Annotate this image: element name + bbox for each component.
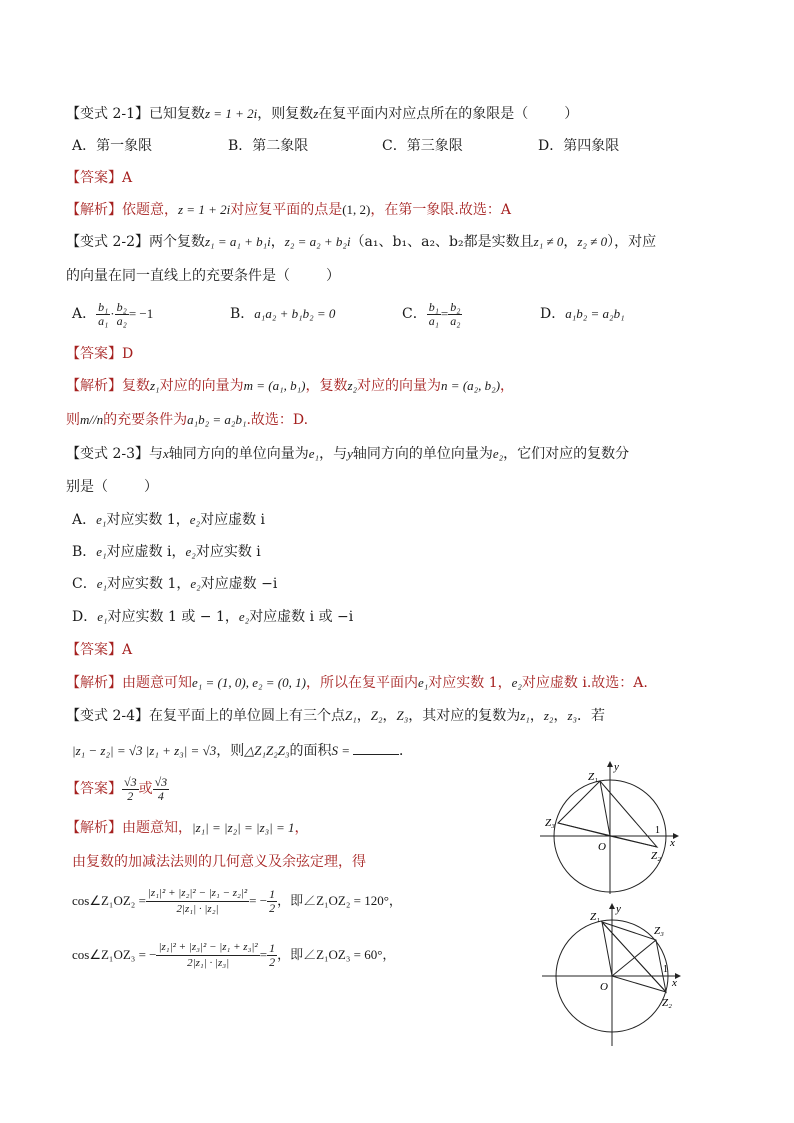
q4-stem: 【变式 2-4】在复平面上的单位圆上有三个点Z₁，Z₂，Z₃，其对应的复数为z₁，z₂，z₃．若 bbox=[66, 708, 606, 724]
q3-analysis: 【解析】由题意可知e₁ = (1, 0), e₂ = (0, 1)，所以在复平面内e₁对应实数 1，e₂对应虚数 i.故选：A. bbox=[66, 675, 648, 691]
one-label: 1 bbox=[663, 964, 668, 975]
z2-label: Z₂ bbox=[651, 850, 661, 862]
q2-analysis: 【解析】复数z₁对应的向量为m = (a₁, b₁)，复数z₂对应的向量为n = (a₂, b₂)， bbox=[66, 378, 515, 394]
q2-answer: 【答案】D bbox=[66, 346, 134, 362]
z3-label: Z₃ bbox=[654, 925, 664, 937]
unit-circle-figure-1 bbox=[536, 758, 686, 898]
q4-tag: 【变式 2-4】 bbox=[66, 708, 149, 724]
q3-option-b[interactable]: B．e₁对应虚数 i，e₂对应实数 i bbox=[72, 544, 261, 560]
q1-option-b[interactable]: B．第二象限 bbox=[228, 138, 309, 154]
q4-analysis: 【解析】由题意知，|z₁| = |z₂| = |z₃| = 1， bbox=[66, 820, 309, 836]
z1-label: Z₁ bbox=[590, 911, 600, 923]
origin-label: O bbox=[600, 981, 608, 993]
q1-tag: 【变式 2-1】 bbox=[66, 106, 149, 122]
segment-oz2 bbox=[612, 976, 666, 992]
answer-blank[interactable] bbox=[353, 740, 399, 755]
q2-option-d[interactable]: D．a₁b₂ = a₂b₁ bbox=[540, 306, 625, 322]
q4-stem-line2: |z₁ − z₂| = √3 |z₁ + z₃| = √3，则△Z₁Z₂Z₃的面积S = ． bbox=[72, 740, 413, 761]
z2-label: Z₂ bbox=[662, 997, 672, 1009]
q4-cos-eq2: cos∠Z₁OZ₃ = − $\frac{\text{|z₁|² + |z₃|² − |z₁ + z₃|²}}{\text{2|z₁| · |z₃|}}$ = $\frac{1}{2}$ ，即∠Z₁OZ₃ = 60°， bbox=[72, 940, 396, 969]
q3-option-a[interactable]: A．e₁对应实数 1，e₂对应虚数 i bbox=[72, 512, 266, 528]
q1-option-d[interactable]: D．第四象限 bbox=[538, 138, 620, 154]
q4-cos-eq1: cos∠Z₁OZ₂ = $\frac{\text{|z₁|² + |z₂|² − |z₁ − z₂|²}}{\text{2|z₁| · |z₂|}}$ = − $\frac{1}{2}$ ，即∠Z₁OZ₂ = 120°， bbox=[72, 886, 402, 915]
segment-oz1 bbox=[600, 781, 610, 836]
q1-stem: 【变式 2-1】已知复数z = 1 + 2i，则复数z在复平面内对应点所在的象限是（ ） bbox=[66, 106, 579, 122]
q2-analysis-line2: 则m//n的充要条件为a₁b₂ = a₂b₁.故选：D. bbox=[66, 412, 309, 428]
q3-option-c[interactable]: C．e₁对应实数 1，e₂对应虚数 −i bbox=[72, 576, 278, 592]
q2-stem-line2: 的向量在同一直线上的充要条件是（ ） bbox=[66, 268, 340, 284]
q3-option-d[interactable]: D．e₁对应实数 1 或 − 1，e₂对应虚数 i 或 −i bbox=[72, 609, 354, 625]
q3-tag: 【变式 2-3】 bbox=[66, 446, 149, 462]
z1-label: Z₁ bbox=[588, 771, 598, 783]
q2-option-a[interactable]: A． $\frac{\text{b₁}}{\text{a₁}}$ · $\frac{\text{b₂}}{\text{a₂}}$ = −1 bbox=[72, 299, 154, 328]
q3-answer: 【答案】A bbox=[66, 642, 133, 658]
q2-option-b[interactable]: B．a₁a₂ + b₁b₂ = 0 bbox=[230, 306, 336, 322]
z3-label: Z₃ bbox=[545, 817, 555, 829]
x-label: x bbox=[670, 837, 675, 849]
q3-stem-line2: 别是（ ） bbox=[66, 479, 158, 495]
triangle-z1z2z3 bbox=[558, 781, 657, 847]
y-label: y bbox=[614, 761, 619, 773]
segment-oz1 bbox=[602, 922, 612, 976]
origin-label: O bbox=[598, 841, 606, 853]
x-label: x bbox=[672, 977, 677, 989]
q2-tag: 【变式 2-2】 bbox=[66, 234, 149, 250]
one-label: 1 bbox=[655, 825, 660, 836]
segment-oz2 bbox=[610, 836, 657, 847]
q4-analysis-line2: 由复数的加减法法则的几何意义及余弦定理，得 bbox=[72, 854, 366, 870]
q1-analysis: 【解析】依题意，z = 1 + 2i对应复平面的点是(1, 2)，在第一象限.故选：A bbox=[66, 202, 511, 218]
segment-oz3 bbox=[558, 823, 610, 836]
segment-oz3 bbox=[612, 940, 656, 976]
q1-option-a[interactable]: A．第一象限 bbox=[72, 138, 153, 154]
q3-stem: 【变式 2-3】与x轴同方向的单位向量为e₁，与y轴同方向的单位向量为e₂，它们对应的复数分 bbox=[66, 446, 630, 462]
q2-stem: 【变式 2-2】两个复数z₁ = a₁ + b₁i，z₂ = a₂ + b₂i（a₁、b₁、a₂、b₂都是实数且z₁ ≠ 0，z₂ ≠ 0），对应 bbox=[66, 234, 657, 250]
q2-option-c[interactable]: C． $\frac{\text{b₁}}{\text{a₁}}$ = $\frac{\text{b₂}}{\text{a₂}}$ bbox=[402, 299, 461, 328]
q1-answer: 【答案】A bbox=[66, 170, 133, 186]
q4-answer: 【答案】 $\frac{√3}{2}$ 或 $\frac{√3}{4}$ bbox=[66, 774, 168, 803]
unit-circle-figure-2 bbox=[536, 900, 686, 1050]
y-label: y bbox=[616, 903, 621, 915]
q1-option-c[interactable]: C．第三象限 bbox=[382, 138, 463, 154]
